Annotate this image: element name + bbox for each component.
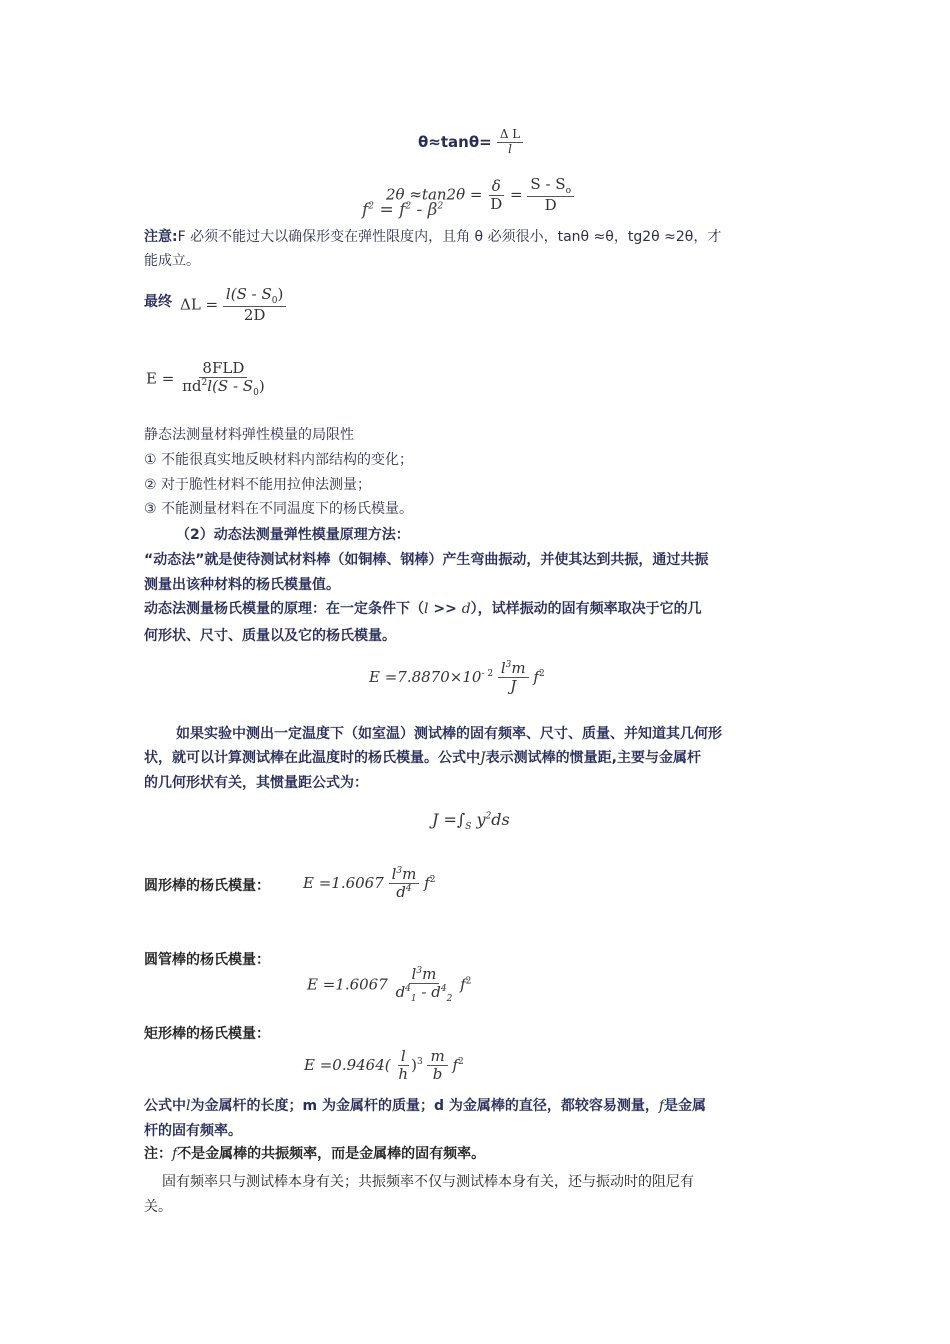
formula-frequency-overlap bbox=[362, 200, 443, 220]
limit-title: 静态法测量材料弹性模量的局限性 bbox=[144, 427, 354, 443]
variables-line-1 bbox=[144, 1096, 706, 1116]
round-m: m bbox=[402, 865, 417, 883]
vars-text-e: 为金属棒的直径，都较容易测量， bbox=[443, 1098, 659, 1114]
overlap-minus-beta: - β bbox=[416, 200, 438, 220]
delta-l-num-sub: 0 bbox=[271, 296, 278, 306]
vars-d: d bbox=[433, 1098, 444, 1114]
tube-b-sub: 2 bbox=[446, 994, 453, 1005]
tube-fraction bbox=[393, 966, 456, 1005]
round-den: d bbox=[396, 883, 406, 902]
e-dyn-fraction bbox=[498, 660, 529, 696]
formula-e-static bbox=[146, 360, 268, 399]
e-static-den-sq: 2 bbox=[201, 378, 208, 389]
round-cube: 3 bbox=[396, 866, 403, 876]
section-2-heading: （2）动态法测量弹性模量原理方法： bbox=[176, 527, 410, 543]
final-line-1: 固有频率只与测试棒本身有关；共振频率不仅与测试棒本身有关，还与振动时的阻尼有 bbox=[162, 1174, 694, 1190]
round-fraction bbox=[389, 866, 420, 902]
formula-two-theta-num1: δ bbox=[489, 178, 504, 196]
tube-num: l bbox=[411, 965, 417, 983]
note-2-text: 不是金属棒的共振频率，而是金属棒的固有频率。 bbox=[177, 1146, 486, 1162]
vars-f: f bbox=[658, 1098, 665, 1114]
note-2-label: 注： bbox=[144, 1146, 172, 1162]
experiment-j: J bbox=[480, 750, 486, 766]
dynamic-line-1: “动态法”就是使待测试材料棒（如铜棒、钢棒）产生弯曲振动，并使其达到共振，通过共振 bbox=[144, 552, 709, 568]
note-2-f: f bbox=[172, 1146, 178, 1162]
formula-theta-lhs: θ≈tanθ= bbox=[418, 132, 492, 151]
tube-den-a: d bbox=[395, 983, 406, 1002]
vars-m: m bbox=[302, 1098, 318, 1114]
j-lhs: J =∫ bbox=[432, 810, 466, 829]
formula-two-theta-den1: D bbox=[490, 194, 503, 213]
j-end: ds bbox=[491, 810, 510, 829]
rect-fraction-1 bbox=[395, 1048, 411, 1084]
round-lhs: E =1.6067 bbox=[303, 873, 384, 892]
rect-fraction-2 bbox=[427, 1048, 447, 1084]
principle-gt: >> bbox=[428, 601, 462, 617]
formula-two-theta-num2-sub: o bbox=[565, 186, 571, 196]
tube-lhs: E =1.6067 bbox=[307, 975, 388, 994]
overlap-sq3: 2 bbox=[437, 201, 444, 212]
experiment-text-b: 表示测试棒的惯量距,主要与金属杆 bbox=[485, 750, 701, 766]
e-static-den: πd bbox=[182, 377, 202, 396]
j-sub: S bbox=[465, 822, 472, 833]
vars-l: l bbox=[186, 1098, 191, 1114]
formula-two-theta-frac2 bbox=[527, 176, 574, 215]
round-f: f bbox=[424, 873, 430, 892]
e-dyn-lhs: E =7.8870×10 bbox=[369, 667, 482, 686]
tube-a-sup: 4 bbox=[405, 984, 411, 995]
e-dyn-num: l bbox=[500, 659, 506, 677]
principle-l: l bbox=[424, 601, 429, 617]
formula-two-theta-num2: S - S bbox=[530, 175, 566, 193]
vars-text-g: 是金属 bbox=[664, 1098, 707, 1114]
rect-d1: h bbox=[398, 1065, 409, 1084]
principle-d: d bbox=[461, 601, 471, 617]
note-label: 注意: bbox=[144, 229, 178, 245]
note-text: F 必须不能过大以确保形变在弹性限度内，且角 θ 必须很小，tanθ ≈θ，tg2θ ≈2θ，才 bbox=[177, 229, 722, 245]
vars-text-a: 公式中 bbox=[144, 1098, 186, 1114]
e-static-den-end: ) bbox=[258, 377, 265, 396]
e-dyn-f-sq: 2 bbox=[538, 668, 545, 679]
overlap-eq: = f bbox=[379, 200, 406, 220]
formula-two-theta-lhs: 2θ ≈tan2θ = bbox=[386, 185, 483, 204]
rect-n1: l bbox=[398, 1048, 409, 1066]
formula-theta-den: l bbox=[508, 141, 512, 156]
rect-f: f bbox=[452, 1055, 459, 1074]
final-label: 最终 bbox=[144, 294, 172, 310]
delta-l-den: 2D bbox=[243, 306, 266, 325]
delta-l-num-end: ) bbox=[277, 285, 284, 303]
delta-l-lhs: ΔL = bbox=[180, 295, 219, 314]
tube-cube: 3 bbox=[416, 966, 423, 976]
tube-f: f bbox=[460, 975, 466, 994]
principle-text-b: ），试样振动的固有频率取决于它的几 bbox=[470, 601, 702, 617]
e-static-den-sub: 0 bbox=[253, 388, 259, 399]
rect-d2: b bbox=[432, 1065, 443, 1084]
formula-rect-rod bbox=[304, 1048, 464, 1084]
rect-lhs: E =0.9464( bbox=[304, 1055, 391, 1074]
tube-den-minus: - d bbox=[416, 983, 441, 1002]
limit-item-2: ② 对于脆性材料不能用拉伸法测量； bbox=[144, 477, 372, 493]
note-line-1 bbox=[144, 227, 721, 247]
overlap-f: f bbox=[362, 200, 369, 220]
formula-j bbox=[432, 810, 510, 832]
vars-text-b: 为金属杆的长度； bbox=[190, 1098, 303, 1114]
formula-round-rod bbox=[303, 866, 435, 902]
formula-two-theta-frac1 bbox=[487, 178, 505, 214]
overlap-sq1: 2 bbox=[368, 201, 375, 212]
formula-theta-fraction bbox=[497, 128, 523, 157]
rect-rod-label: 矩形棒的杨氏模量： bbox=[144, 1026, 270, 1042]
note-2 bbox=[144, 1144, 485, 1164]
j-sq: 2 bbox=[485, 811, 492, 822]
rect-paren-end: ) bbox=[411, 1055, 417, 1074]
e-dyn-exp: - 2 bbox=[481, 668, 494, 679]
overlap-sq2: 2 bbox=[405, 201, 412, 212]
tube-b-sup: 4 bbox=[440, 984, 447, 995]
delta-l-fraction bbox=[223, 286, 286, 325]
tube-a-sub: 1 bbox=[410, 994, 417, 1005]
note-line-2: 能成立。 bbox=[144, 253, 200, 269]
round-den-pow: 4 bbox=[405, 884, 412, 895]
round-f-sq: 2 bbox=[429, 874, 436, 885]
e-static-fraction bbox=[179, 360, 268, 399]
tube-m: m bbox=[422, 965, 437, 983]
e-static-lhs: E = bbox=[146, 369, 175, 388]
rect-cube: 3 bbox=[416, 1056, 423, 1067]
formula-theta-num: Δ L bbox=[497, 128, 523, 143]
dynamic-line-2: 测量出该种材料的杨氏模量值。 bbox=[144, 577, 340, 593]
tube-f-sq: 2 bbox=[465, 976, 472, 987]
principle-line-2: 何形状、尺寸、质量以及它的杨氏模量。 bbox=[144, 628, 396, 644]
e-dyn-den: J bbox=[510, 677, 517, 696]
e-static-den-rest: l(S - S bbox=[207, 377, 254, 396]
tube-rod-label: 圆管棒的杨氏模量： bbox=[144, 952, 270, 968]
vars-text-c: 为金属杆的质量； bbox=[317, 1098, 434, 1114]
variables-line-2: 杆的固有频率。 bbox=[144, 1123, 242, 1139]
experiment-line-3: 的几何形状有关，其惯量距公式为： bbox=[144, 775, 368, 791]
j-rhs: y bbox=[476, 810, 486, 829]
principle-line-1 bbox=[144, 599, 702, 619]
e-dyn-f: f bbox=[533, 667, 539, 686]
final-line-2: 关。 bbox=[144, 1199, 172, 1215]
limit-item-3: ③ 不能测量材料在不同温度下的杨氏模量。 bbox=[144, 501, 413, 517]
formula-e-dynamic bbox=[369, 660, 545, 696]
round-num: l bbox=[391, 865, 397, 883]
formula-two-theta-eq: = bbox=[510, 185, 523, 204]
rect-f-sq: 2 bbox=[458, 1056, 464, 1067]
formula-theta bbox=[418, 128, 523, 157]
experiment-text-a: 状，就可以计算测试棒在此温度时的杨氏模量。公式中 bbox=[144, 750, 480, 766]
round-rod-label: 圆形棒的杨氏模量： bbox=[144, 878, 270, 894]
delta-l-num: l(S - S bbox=[225, 285, 272, 303]
experiment-line-1: 如果实验中测出一定温度下（如室温）测试棒的固有频率、尺寸、质量、并知道其几何形 bbox=[176, 726, 722, 742]
formula-two-theta-den2: D bbox=[544, 196, 557, 215]
e-dyn-num-m: m bbox=[511, 659, 526, 677]
principle-text-a: 动态法测量杨氏模量的原理：在一定条件下（ bbox=[144, 601, 424, 617]
formula-tube-rod bbox=[307, 966, 471, 1005]
e-static-num: 8FLD bbox=[199, 360, 247, 378]
limit-item-1: ① 不能很真实地反映材料内部结构的变化； bbox=[144, 452, 413, 468]
experiment-line-2 bbox=[144, 748, 701, 768]
rect-n2: m bbox=[427, 1048, 447, 1066]
formula-delta-l bbox=[180, 286, 286, 325]
e-dyn-num-cube: 3 bbox=[505, 660, 512, 670]
